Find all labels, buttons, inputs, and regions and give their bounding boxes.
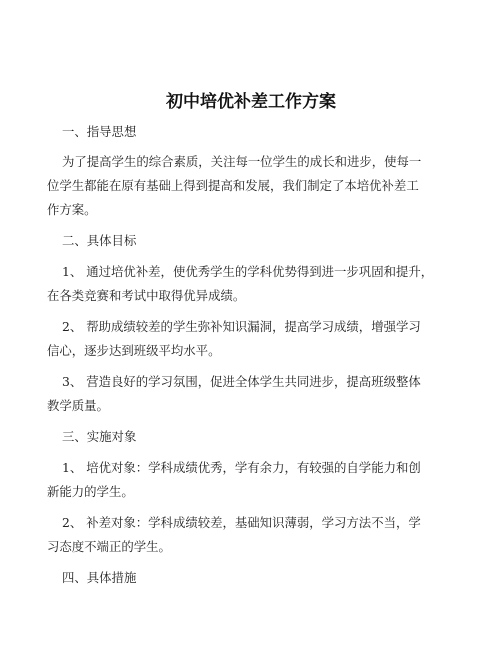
section-heading-target-groups: 三、实施对象 [62,429,137,444]
paragraph-line: 在各类竞赛和考试中取得优异成绩。 [47,288,246,303]
paragraph-line: 习态度不端正的学生。 [47,539,171,554]
paragraph-line: 为了提高学生的综合素质，关注每一位学生的成长和进步，使每一 [62,154,422,169]
section-heading-guiding-ideology: 一、指导思想 [62,124,137,139]
section-heading-measures: 四、具体措施 [62,570,137,585]
paragraph-line: 3、 营造良好的学习氛围，促进全体学生共同进步，提高班级整体 [62,374,421,389]
paragraph-line: 新能力的学生。 [47,484,134,499]
paragraph-line: 1、 培优对象：学科成绩优秀，学有余力，有较强的自学能力和创 [62,460,421,475]
paragraph-line: 2、 补差对象：学科成绩较差，基础知识薄弱，学习方法不当，学 [62,515,421,530]
paragraph-line: 位学生都能在原有基础上得到提高和发展，我们制定了本培优补差工 [47,178,419,193]
paragraph-line: 教学质量。 [47,398,109,413]
paragraph-line: 1、 通过培优补差，使优秀学生的学科优势得到进一步巩固和提升， [62,264,434,279]
section-heading-specific-goals: 二、具体目标 [62,233,137,248]
paragraph-line: 信心，逐步达到班级平均水平。 [47,343,221,358]
paragraph-line: 作方案。 [47,202,97,217]
document-title: 初中培优补差工作方案 [166,92,336,112]
paragraph-line: 2、 帮助成绩较差的学生弥补知识漏洞，提高学习成绩，增强学习 [62,319,421,334]
